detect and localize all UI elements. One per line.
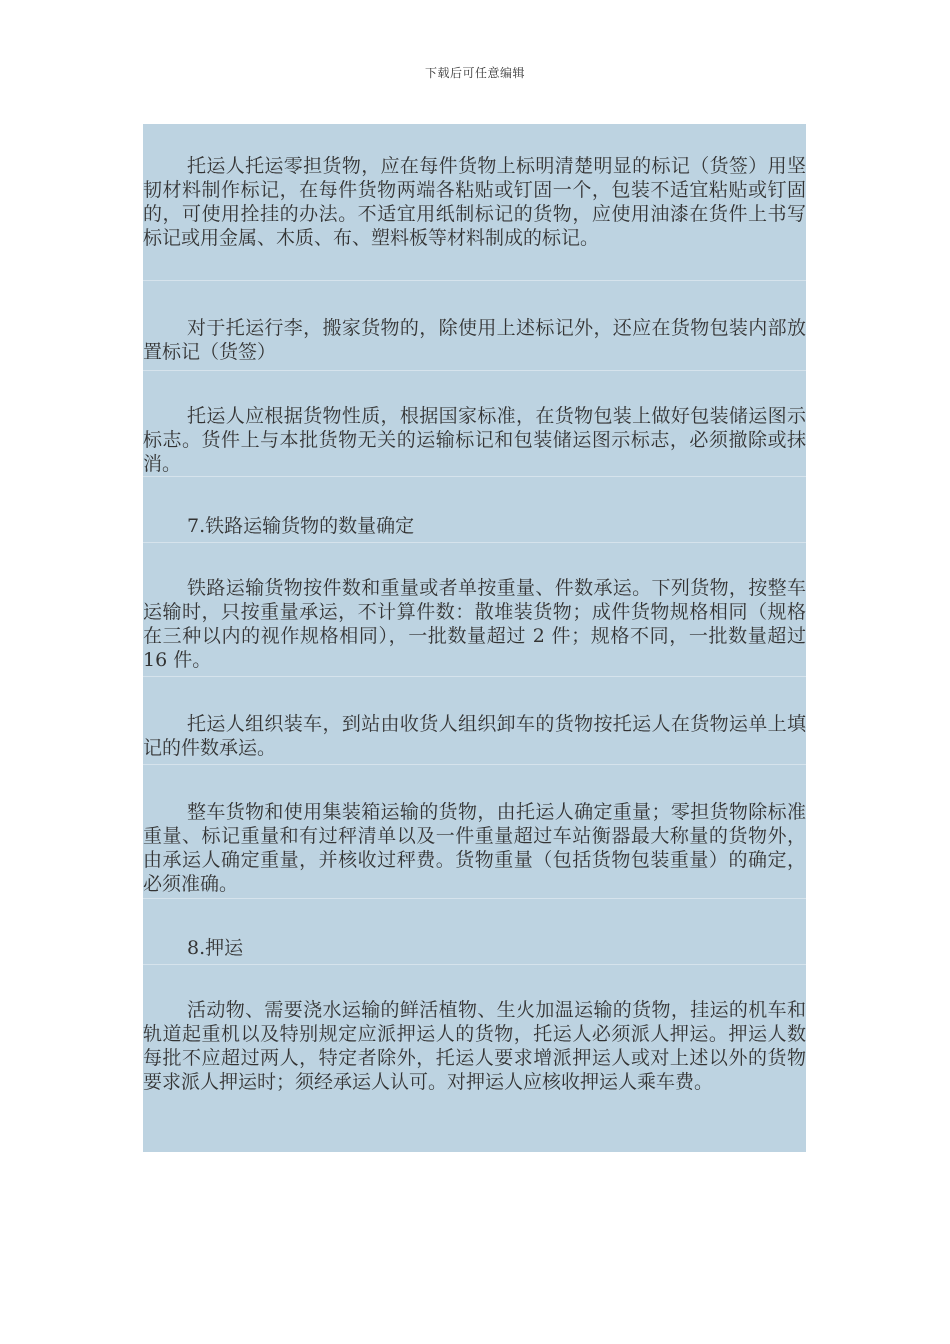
divider	[143, 764, 806, 765]
section-heading-escort: 8.押运	[187, 937, 244, 959]
content-box	[143, 124, 806, 1152]
divider	[143, 964, 806, 965]
paragraph-luggage-labels: 对于托运行李，搬家货物的，除使用上述标记外，还应在货物包装内部放置标记（货签）	[143, 317, 806, 363]
section-heading-quantity: 7.铁路运输货物的数量确定	[187, 515, 415, 537]
divider	[143, 676, 806, 677]
divider	[143, 898, 806, 899]
paragraph-packaging-marks: 托运人应根据货物性质，根据国家标准，在货物包装上做好包装储运图示标志。货件上与本批货物无关的运输标记和包装储运图示标志，必须撤除或抹消。	[143, 405, 806, 475]
divider	[143, 370, 806, 371]
paragraph-quantity-rules: 铁路运输货物按件数和重量或者单按重量、件数承运。下列货物，按整车运输时，只按重量承运，不计算件数：散堆装货物；成件货物规格相同（规格在三种以内的视作规格相同），一批数量超过 2 件；规格不同，一批数量超过 16 件。	[143, 577, 806, 671]
paragraph-weight-determination: 整车货物和使用集装箱运输的货物，由托运人确定重量；零担货物除标准重量、标记重量和有过秤清单以及一件重量超过车站衡器最大称量的货物外，由承运人确定重量，并核收过秤费。货物重量（包括货物包装重量）的确定，必须准确。	[143, 801, 806, 895]
divider	[143, 476, 806, 477]
divider	[143, 542, 806, 543]
paragraph-cargo-labels: 托运人托运零担货物，应在每件货物上标明清楚明显的标记（货签）用坚韧材料制作标记，在每件货物两端各粘贴或钉固一个，包装不适宜粘贴或钉固的，可使用拴挂的办法。不适宜用纸制标记的货物，应使用油漆在货件上书写标记或用金属、木质、布、塑料板等材料制成的标记。	[143, 155, 806, 249]
page-header: 下载后可任意编辑	[424, 66, 525, 80]
divider	[143, 280, 806, 281]
paragraph-shipper-loading: 托运人组织装车，到站由收货人组织卸车的货物按托运人在货物运单上填记的件数承运。	[143, 713, 806, 759]
paragraph-escort-rules: 活动物、需要浇水运输的鲜活植物、生火加温运输的货物，挂运的机车和轨道起重机以及特别规定应派押运人的货物，托运人必须派人押运。押运人数每批不应超过两人，特定者除外，托运人要求增派押运人或对上述以外的货物要求派人押运时；须经承运人认可。对押运人应核收押运人乘车费。	[143, 999, 806, 1093]
